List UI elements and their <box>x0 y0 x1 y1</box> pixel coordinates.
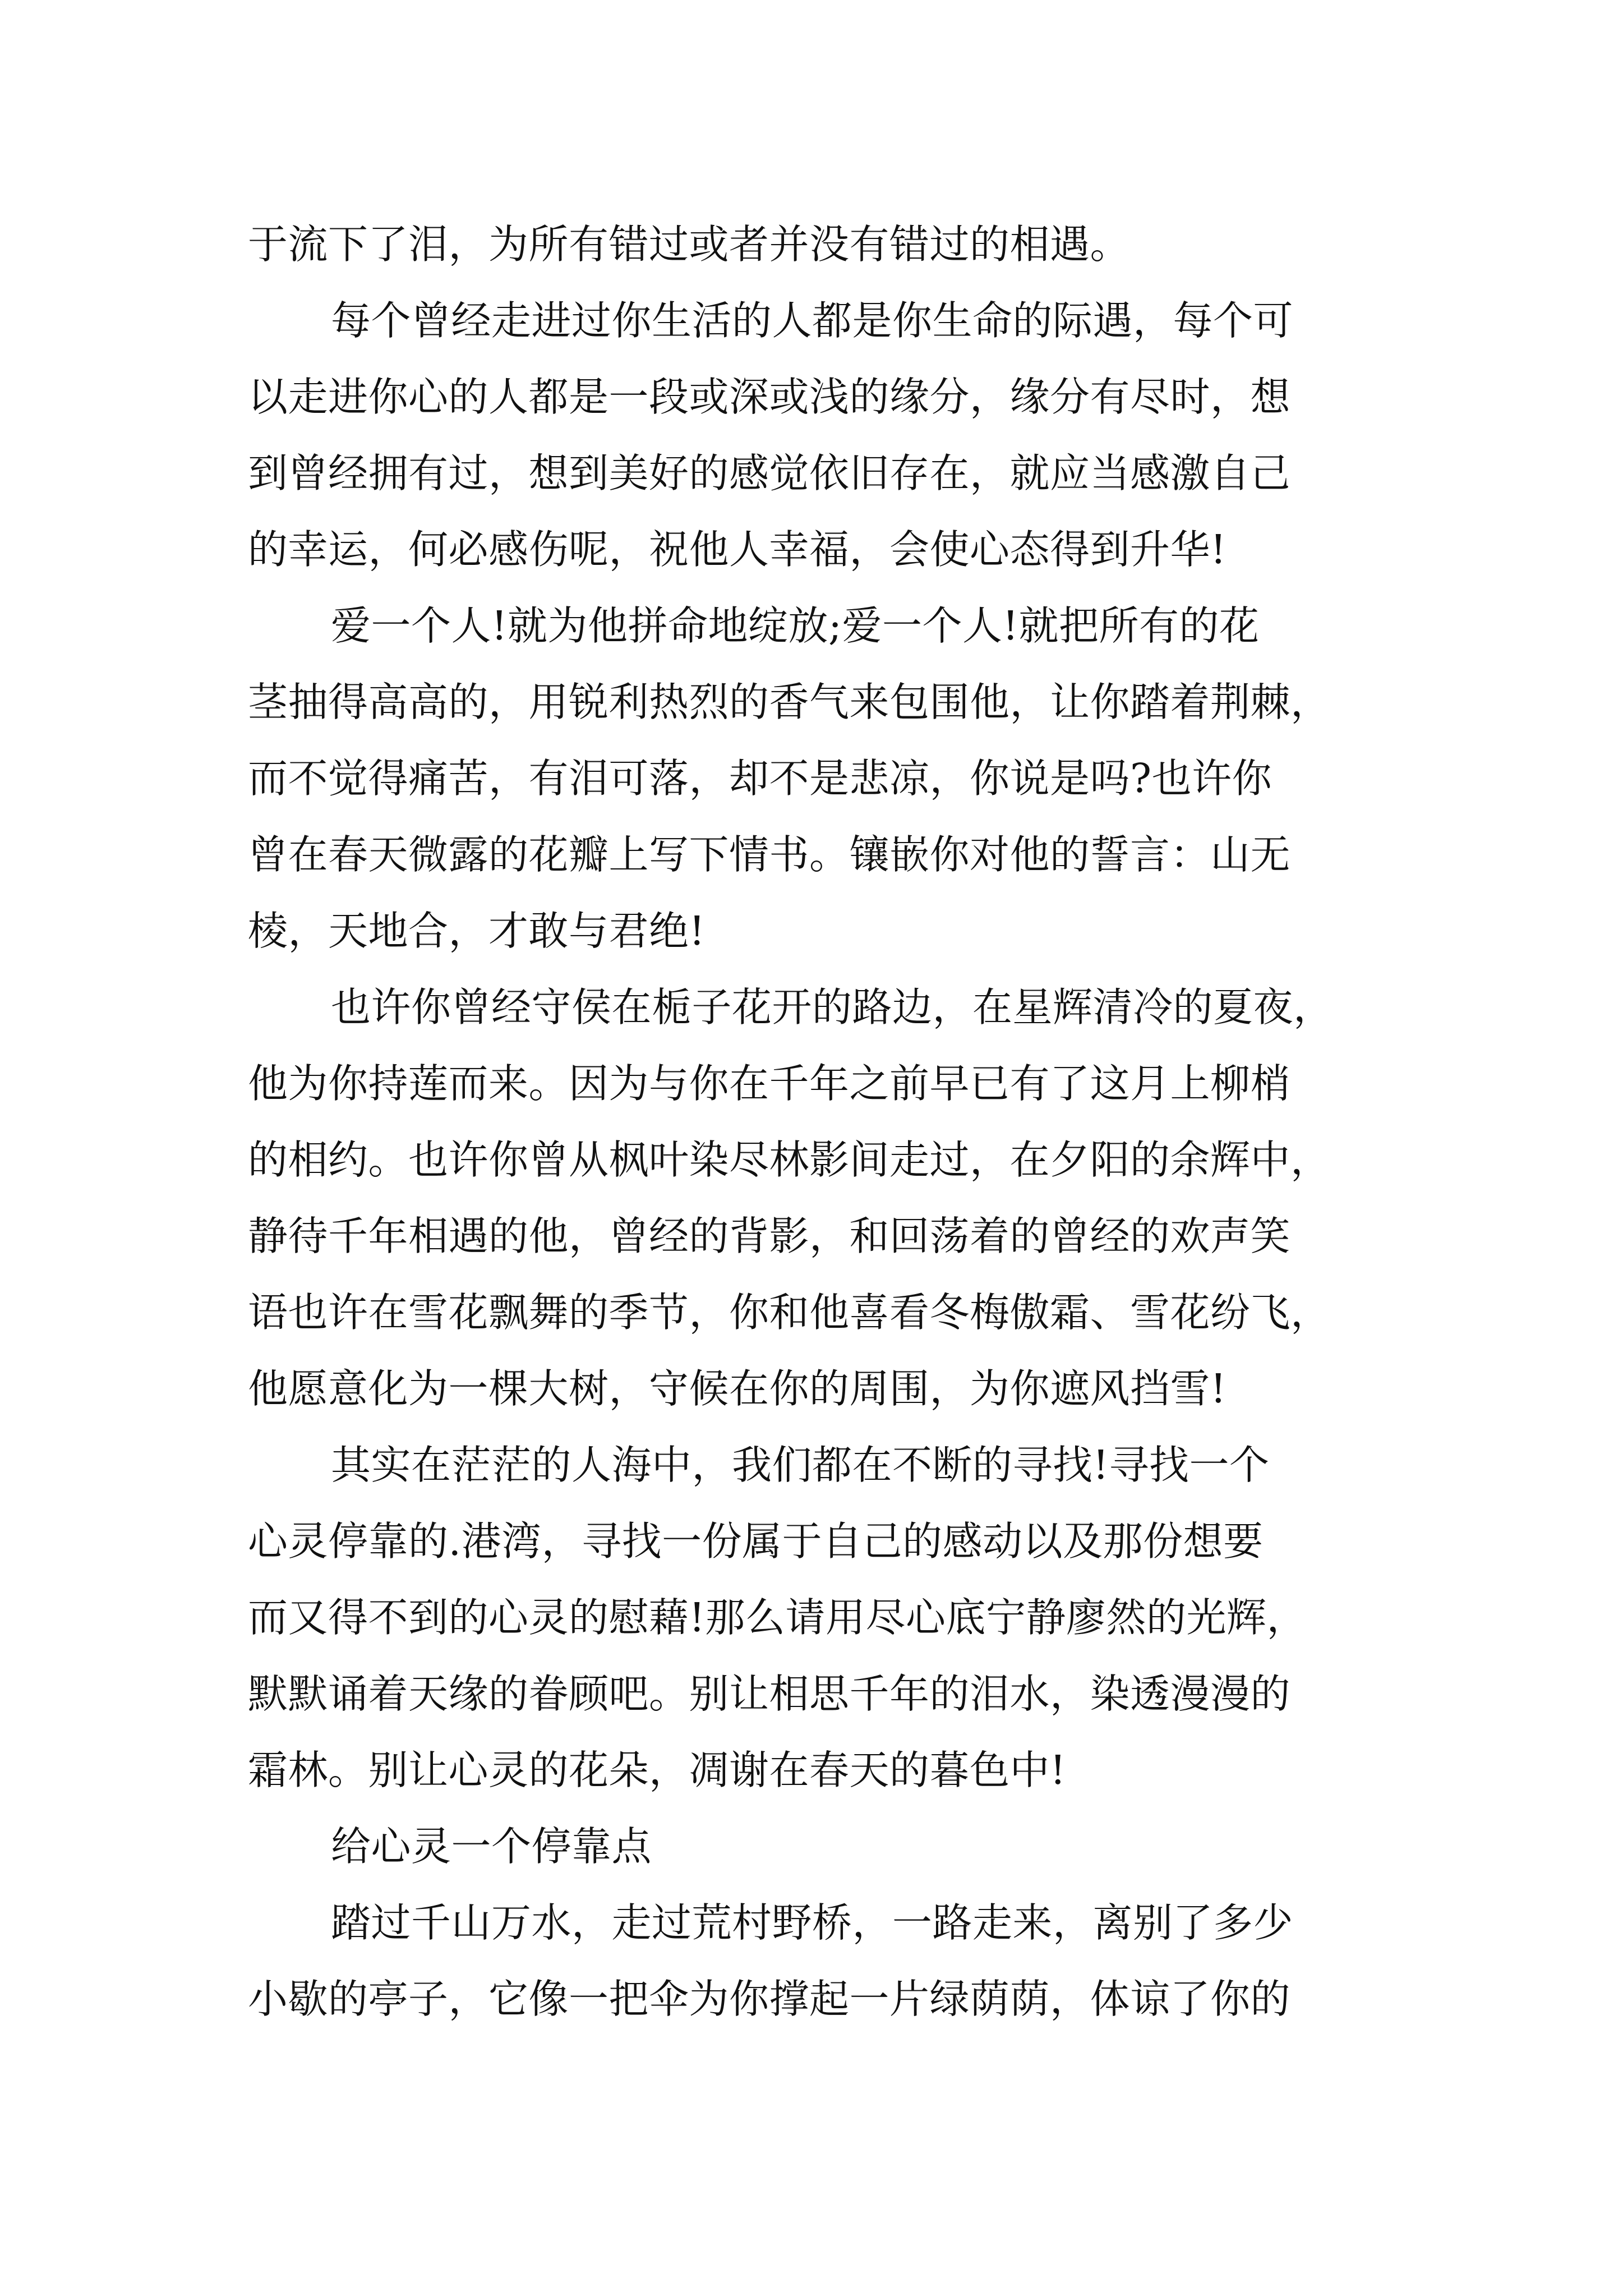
text-line: 语也许在雪花飘舞的季节，你和他喜看冬梅傲霜、雪花纷飞， <box>248 1289 1331 1336</box>
text-line: 棱，天地合，才敢与君绝! <box>248 908 706 954</box>
text-line: 以走进你心的人都是一段或深或浅的缘分，缘分有尽时，想 <box>248 374 1291 420</box>
text-line: 而不觉得痛苦，有泪可落，却不是悲凉，你说是吗?也许你 <box>248 755 1272 802</box>
text-line: 而又得不到的心灵的慰藉!那么请用尽心底宁静廖然的光辉， <box>248 1594 1307 1641</box>
text-line: 心灵停靠的.港湾，寻找一份属于自己的感动以及那份想要 <box>248 1518 1264 1565</box>
text-line: 他愿意化为一棵大树，守候在你的周围，为你遮风挡雪! <box>248 1365 1227 1412</box>
text-line: 茎抽得高高的，用锐利热烈的香气来包围他，让你踏着荆棘， <box>248 679 1331 725</box>
text-line: 也许你曾经守侯在栀子花开的路边，在星辉清冷的夏夜， <box>331 984 1334 1030</box>
text-line: 的相约。也许你曾从枫叶染尽林影间走过，在夕阳的余辉中， <box>248 1137 1331 1183</box>
text-line: 踏过千山万水，走过荒村野桥，一路走来，离别了多少 <box>331 1899 1294 1946</box>
text-line: 他为你持莲而来。因为与你在千年之前早已有了这月上柳梢 <box>248 1060 1291 1107</box>
text-line: 的幸运，何必感伤呢，祝他人幸福，会使心态得到升华! <box>248 526 1227 573</box>
text-line: 小歇的亭子，它像一把伞为你撑起一片绿荫荫，体谅了你的 <box>248 1976 1291 2022</box>
text-line: 每个曾经走进过你生活的人都是你生命的际遇，每个可 <box>331 297 1294 344</box>
text-line: 静待千年相遇的他，曾经的背影，和回荡着的曾经的欢声笑 <box>248 1213 1291 1259</box>
text-line: 到曾经拥有过，想到美好的感觉依旧存在，就应当感激自己 <box>248 450 1291 496</box>
text-line: 霜林。别让心灵的花朵，凋谢在春天的暮色中! <box>248 1747 1067 1793</box>
text-line: 爱一个人!就为他拼命地绽放;爱一个人!就把所有的花 <box>331 602 1260 649</box>
text-line: 默默诵着天缘的眷顾吧。别让相思千年的泪水，染透漫漫的 <box>248 1671 1291 1717</box>
text-line: 给心灵一个停靠点 <box>331 1823 652 1870</box>
text-line: 其实在茫茫的人海中，我们都在不断的寻找!寻找一个 <box>331 1442 1270 1488</box>
body-text <box>248 206 1392 2037</box>
text-line: 曾在春天微露的花瓣上写下情书。镶嵌你对他的誓言：山无 <box>248 831 1291 878</box>
text-line: 于流下了泪，为所有错过或者并没有错过的相遇。 <box>248 221 1131 268</box>
